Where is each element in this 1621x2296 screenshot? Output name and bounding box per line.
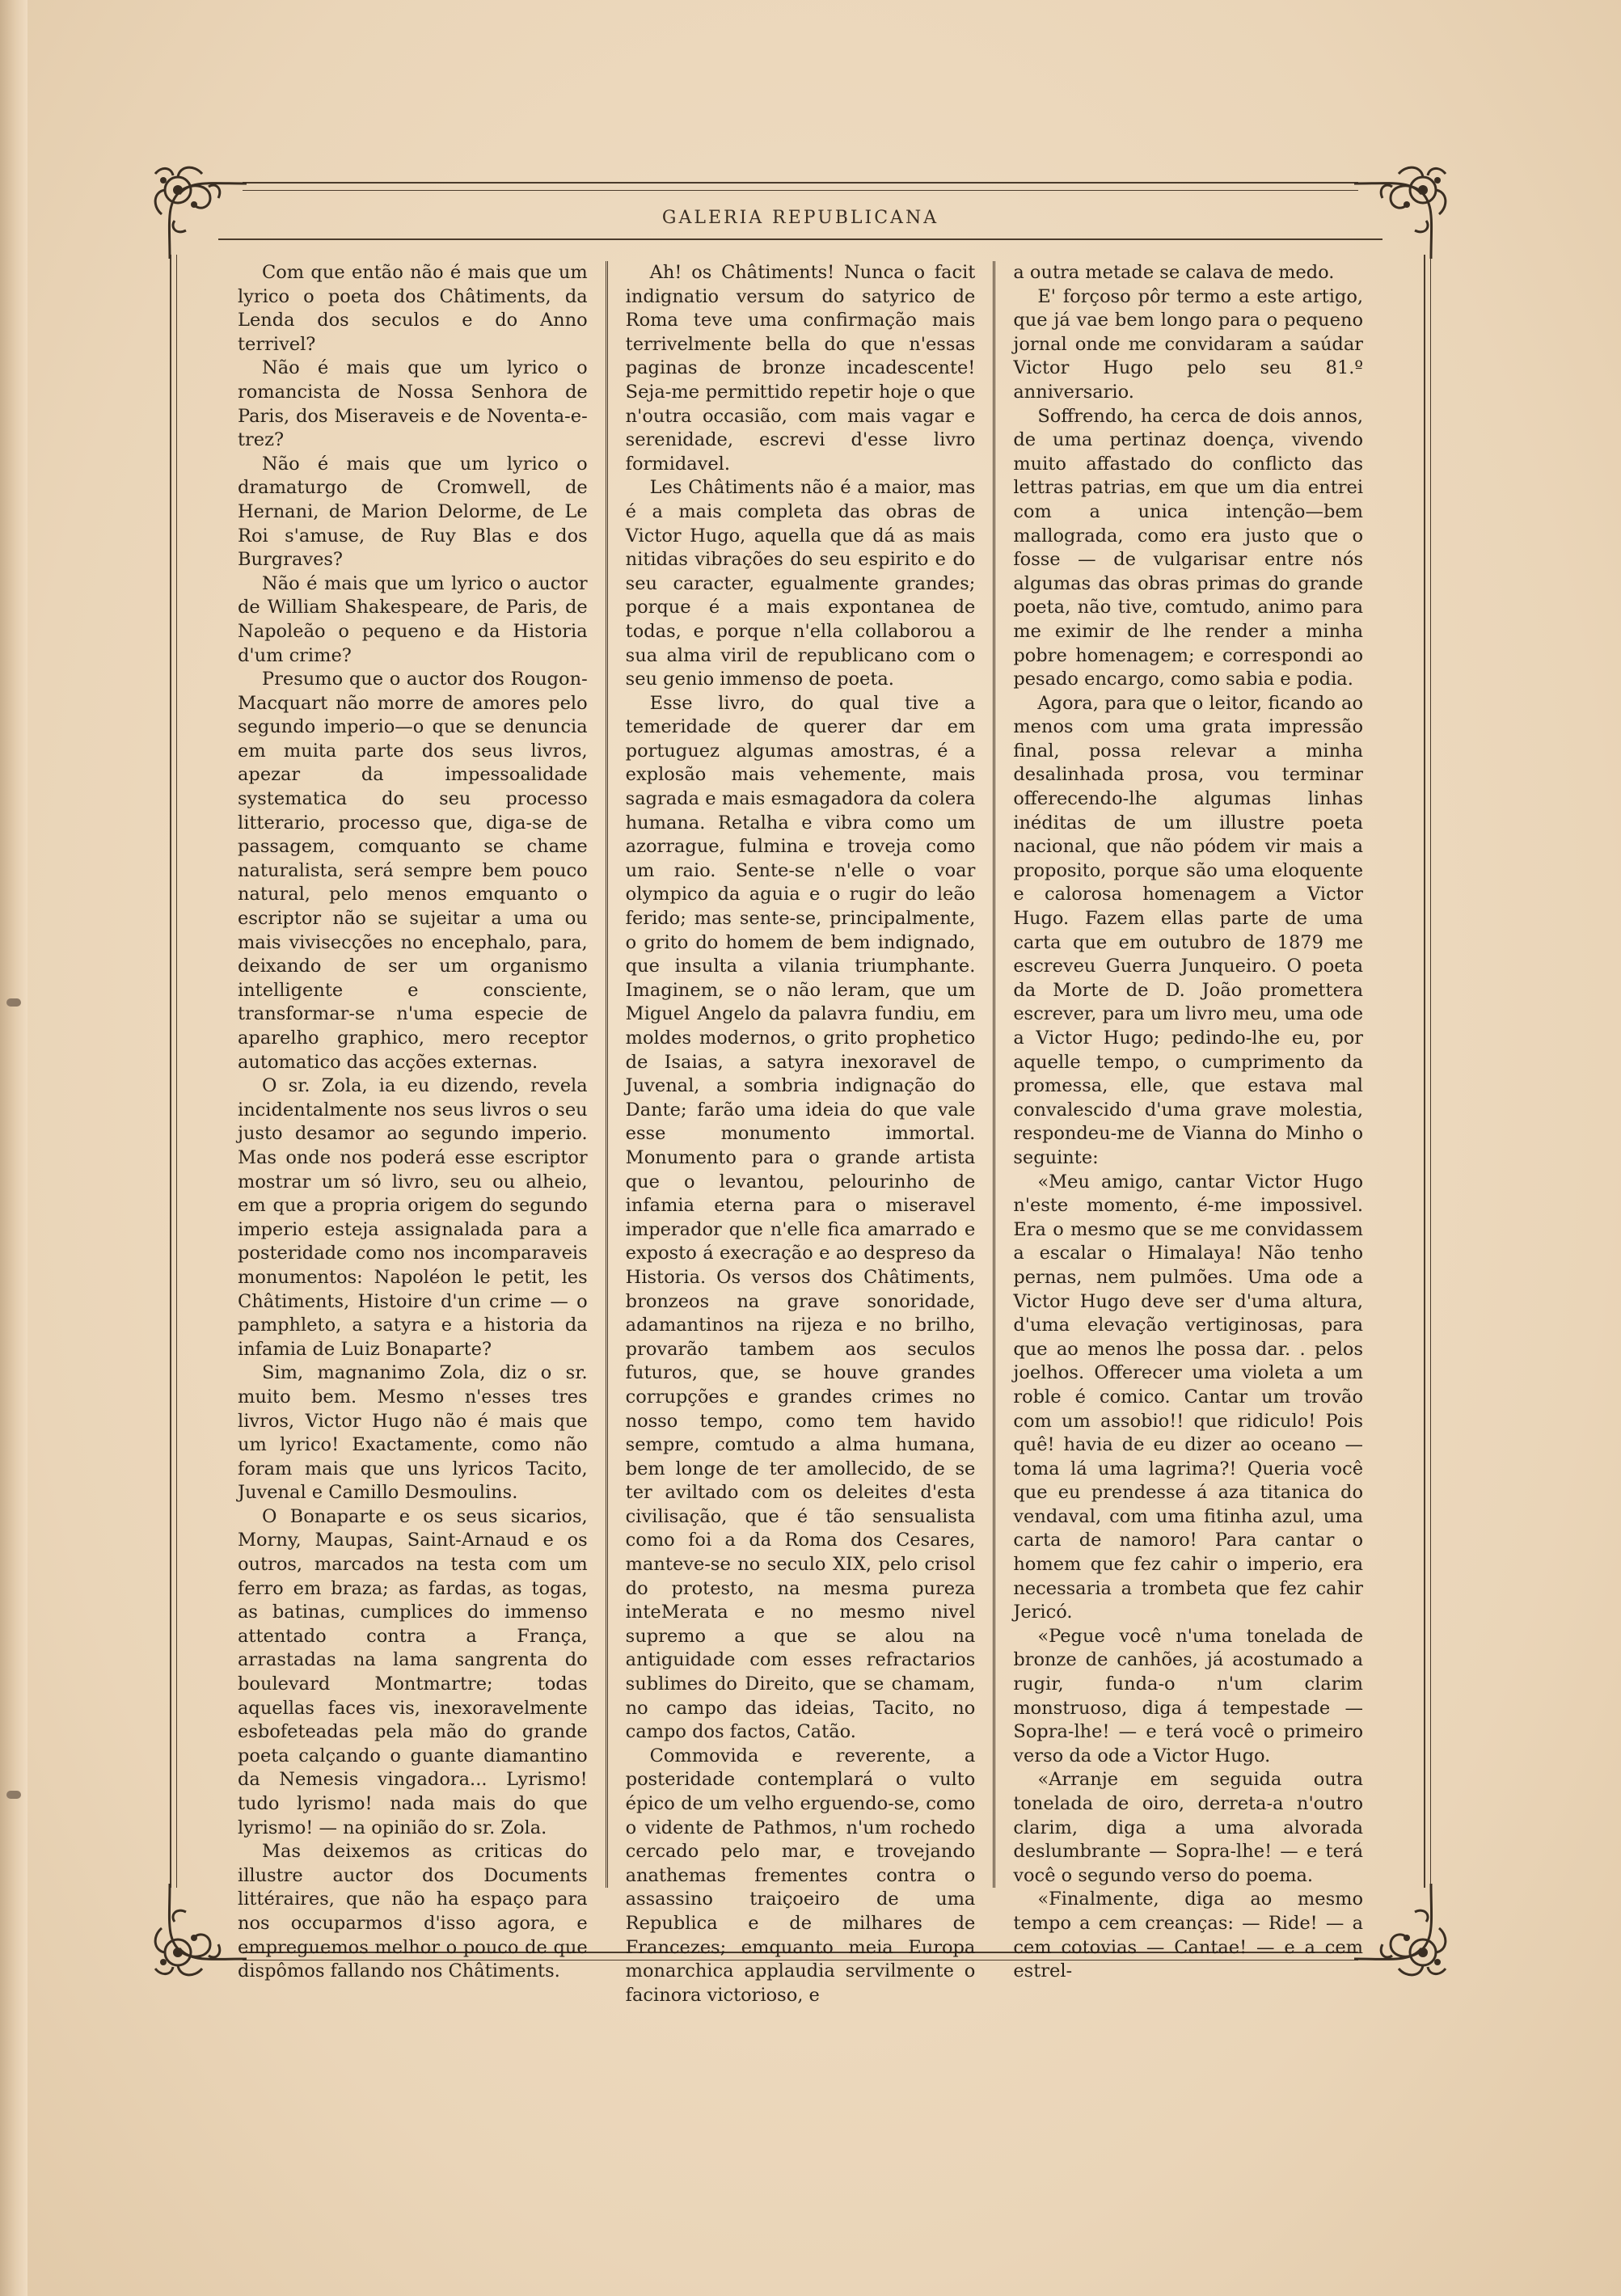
binding-spine (0, 0, 27, 2296)
paragraph: Sim, magnanimo Zola, diz o sr. muito bem. Mesmo n'esses tres livros, Victor Hugo não é mais que um lyrico! Exactamente, como não foram mais que uns lyricos Tacito, Juvenal e Camillo Desmoulins. (238, 1362, 588, 1504)
paragraph: Ah! os Châtiments! Nunca o facit indignatio versum do satyrico de Roma teve uma confirmação mais terrivelmente bella do que n'essas paginas de bronze incadescente! Seja-me permittido repetir hoje o que n'outra occasião, com mais vagar e serenidade, escrevi d'esse livro formidavel. (625, 262, 976, 475)
paragraph: O sr. Zola, ia eu dizendo, revela incidentalmente nos seus livros o seu justo desamor ao segundo imperio. Mas onde nos poderá esse escriptor mostrar um só livro, seu ou alheio, em que a propria origem do segundo imperio esteja assignalada para a posteridade como nos incomparaveis monumentos: Napoléon le petit, les Châtiments, Histoire d'un crime — o pamphleto, a satyra e a historia da infamia de Luiz Bonaparte? (238, 1075, 588, 1360)
corner-ornament-icon (1350, 1880, 1455, 1985)
paragraph: Commovida e reverente, a posteridade contemplará o vulto épico de um velho erguendo-se, como o vidente de Pathmos, n'um rochedo cercado pelo mar, e trovejando anathemas frementes contra o assassino traiçoeiro de uma Republica e de milhares de Francezes; emquanto meia Europa monarchica applaudia servilmente o facinora victorioso, e (625, 1745, 976, 2006)
column-2 (606, 261, 994, 2006)
paragraph: Não é mais que um lyrico o dramaturgo de Cromwell, de Hernani, de Marion Delorme, de Le Roi s'amuse, de Ruy Blas e dos Burgraves? (238, 453, 588, 571)
paragraph: Soffrendo, ha cerca de dois annos, de uma pertinaz doença, vivendo muito affastado do conflicto das lettras patrias, em que um dia entrei com a unica intenção—bem mallograda, como era justo que o fosse — de vulgarisar entre nós algumas das obras primas do grande poeta, não tive, comtudo, animo para me eximir de lhe render a minha pobre homenagem; e correspondi ao pesado encargo, como sabia e podia. (1013, 405, 1364, 690)
paragraph: Esse livro, do qual tive a temeridade de querer dar em portuguez algumas amostras, é a explosão mais vehemente, mais sagrada e mais esmagadora da colera humana. Retalha e vibra como um azorrague, fulmina e troveja como um raio. Sente-se n'elle o voar olympico da aguia e o rugir do leão ferido; mas sente-se, principalmente, o grito do homem de bem indignado, que insulta a vilania triumphante. Imaginem, se o não leram, que um Miguel Angelo da palavra fundiu, em moldes modernos, o grito prophetico de Isaias, a satyra inexoravel de Juvenal, a sombria indignação do Dante; farão uma ideia do que vale esse monumento immortal. Monumento para o grande artista que o levantou, pelourinho de infamia eterna para o miseravel imperador que n'elle fica amarrado e exposto á execração e ao despreso da Historia. Os versos dos Châtiments, bronzeos na grave sonoridade, adamantinos na rijeza e no brilho, provarão tambem aos seculos futuros, que, se houve grandes corrupções e grandes crimes no nosso tempo, como tem havido sempre, comtudo a alma humana, bem longe de ter amollecido, de se ter aviltado com os deleites d'esta civilisação, que é tão sensualista como foi a da Roma dos Cesares, manteve-se no seculo XIX, pelo crisol do protesto, na mesma pureza inteMerata e no mesmo nivel supremo a que se alou na antiguidade com esses refractarios sublimes do Direito, que se chamam, no campo das ideias, Tacito, no campo dos factos, Catão. (625, 692, 976, 1743)
paragraph: «Meu amigo, cantar Victor Hugo n'este momento, é-me impossivel. Era o mesmo que se me convidassem a escalar o Himalaya! Não tenho pernas, nem pulmões. Uma ode a Victor Hugo deve ser d'uma altura, d'uma elevação vertiginosas, para que ao menos lhe possa dar. . pelos joelhos. Offerecer uma violeta a um roble é comico. Cantar um trovão com um assobio!! que ridiculo! Pois quê! havia de eu dizer ao oceano — toma lá uma lagrima?! Queria você que eu prendesse á aza titanica do vendaval, com uma fitinha azul, uma carta de namoro! Para cantar o homem que fez cahir o imperio, era necessaria a trombeta que fez cahir Jericó. (1013, 1171, 1364, 1623)
paragraph: Agora, para que o leitor, ficando ao menos com uma grata impressão final, possa relevar a minha desalinhada prosa, vou terminar offerecendo-lhe algumas linhas inéditas de um illustre poeta nacional, que não pódem vir mais a proposito, porque são uma eloquente e calorosa homenagem a Victor Hugo. Fazem ellas parte de uma carta que em outubro de 1879 me escreveu Guerra Junqueiro. O poeta da Morte de D. João promettera escrever, para um livro meu, uma ode a Victor Hugo; pedindo-lhe eu, por aquelle tempo, o cumprimento da promessa, elle, que estava mal convalescido d'uma grave molestia, respondeu-me de Vianna do Minho o seguinte: (1013, 692, 1364, 1168)
binding-hole (6, 1791, 21, 1799)
header-rule (218, 238, 1382, 240)
ornamental-frame (146, 158, 1455, 2006)
paragraph: Les Châtiments não é a maior, mas é a mais completa das obras de Victor Hugo, aquella que dá as mais nitidas vibrações do seu espirito e do seu caracter, egualmente grandes; porque é a mais expontanea de todas, e porque n'ella collaborou a sua alma viril de republicano com o seu genio immenso de poeta. (625, 477, 976, 690)
paragraph: «Finalmente, diga ao mesmo tempo a cem creanças: — Ride! — a cem cotovias — Cantae! — e a cem estrel- (1013, 1889, 1364, 1982)
corner-ornament-icon (146, 1880, 251, 1985)
paragraph: O Bonaparte e os seus sicarios, Morny, Maupas, Saint-Arnaud e os outros, marcados na testa com um ferro em braza; as fardas, as togas, as batinas, cumplices do immenso attentado contra a França, arrastadas na lama sangrenta do boulevard Montmartre; todas aquellas faces vis, inexoravelmente esbofeteadas pela mão do grande poeta calçando o guante diamantino da Nemesis vingadora... Lyrismo! tudo lyrismo! nada mais do que lyrismo! — na opinião do sr. Zola. (238, 1505, 588, 1838)
paragraph: a outra metade se calava de medo. (1013, 262, 1335, 283)
column-1 (220, 261, 606, 1982)
paragraph: «Arranje em seguida outra tonelada de oiro, derreta-a n'outro clarim, diga a uma alvorada deslumbrante — Sopra-lhe! — e terá você o segundo verso do poema. (1013, 1769, 1364, 1886)
frame-rule-right (1424, 255, 1431, 1888)
paragraph: E' forçoso pôr termo a este artigo, que já vae bem longo para o pequeno jornal onde me convidaram a saúdar Victor Hugo pelo seu 81.º anniversario. (1013, 285, 1364, 403)
paragraph: Não é mais que um lyrico o auctor de William Shakespeare, de Paris, de Napoleão o pequeno e da Historia d'um crime? (238, 572, 588, 666)
column-3 (993, 261, 1381, 1982)
binding-hole (6, 998, 21, 1007)
frame-rule-top (243, 182, 1358, 191)
running-head: GALERIA REPUBLICANA (661, 208, 939, 228)
paragraph: «Pegue você n'uma tonelada de bronze de canhões, já acostumado a rugir, funda-o n'um clarim monstruoso, diga á tempestade — Sopra-lhe! — e terá você o primeiro verso da ode a Victor Hugo. (1013, 1625, 1364, 1766)
paragraph: Mas deixemos as criticas do illustre auctor dos Documents littéraires, que não ha espaço para nos occuparmos d'isso agora, e empreguemos melhor o pouco de que dispômos fallando nos Châtiments. (238, 1841, 588, 1982)
paragraph: Com que então não é mais que um lyrico o poeta dos Châtiments, da Lenda dos seculos e do Anno terrivel? (238, 262, 588, 355)
paragraph: Presumo que o auctor dos Rougon-Macquart não morre de amores pelo segundo imperio—o que se denuncia em muita parte dos seus livros, apezar da impessoalidade systematica do seu processo litterario, processo que, diga-se de passagem, comquanto se chame naturalista, será sempre bem pouco natural, pelo menos emquanto o escriptor não se sujeitar a uma ou mais vivisecções no encephalo, para, deixando de ser um organismo intelligente e consciente, transformar-se n'uma especie de aparelho graphico, mero receptor automatico das acções externas. (238, 669, 588, 1073)
article-columns (220, 261, 1381, 2006)
paragraph: Não é mais que um lyrico o romancista de Nossa Senhora de Paris, dos Miseraveis e de Noventa-e-trez? (238, 357, 588, 451)
frame-rule-left (170, 255, 177, 1888)
